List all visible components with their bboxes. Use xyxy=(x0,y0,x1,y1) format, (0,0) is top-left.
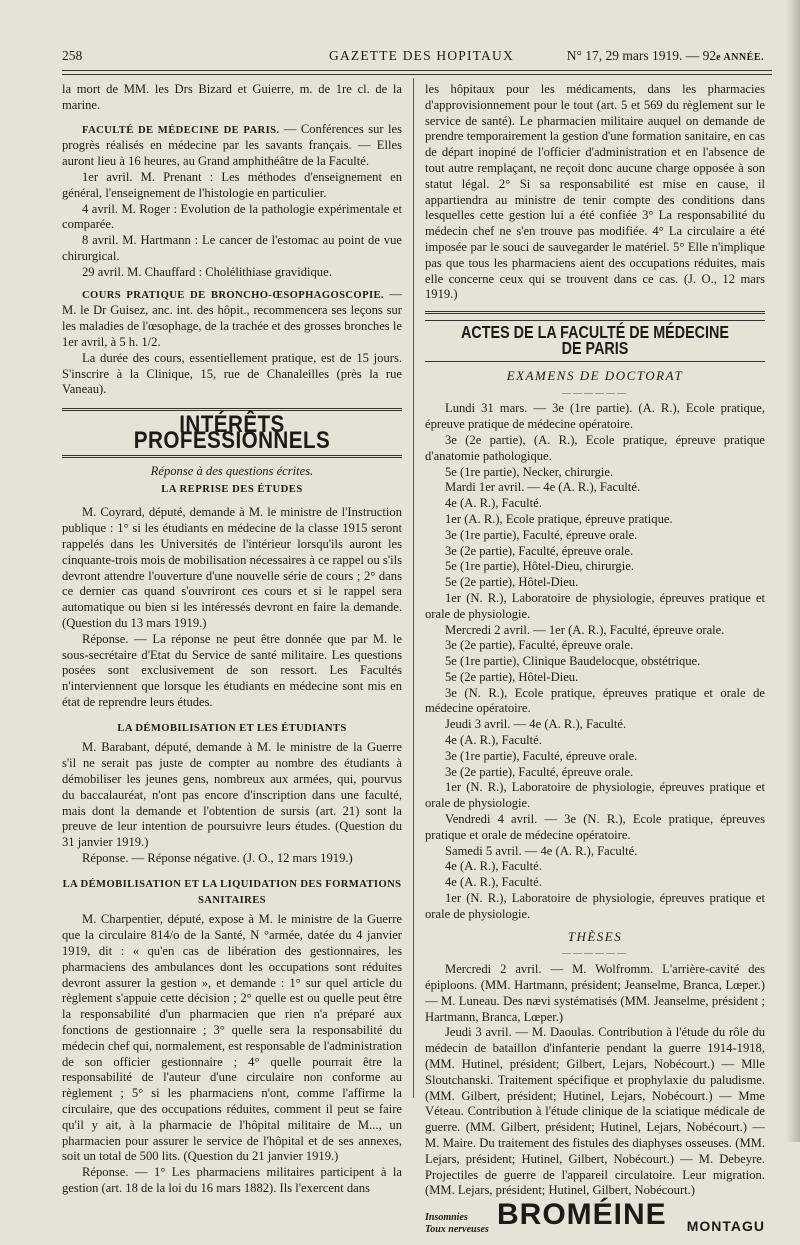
exam-entry: 1er (A. R.), Ecole pratique, épreuve pratique. xyxy=(445,511,673,526)
exam-entry: 3e (1re partie), Faculté, épreuve orale. xyxy=(445,527,638,542)
ad-indications: Insomnies Toux nerveuses xyxy=(425,1212,489,1236)
faculte-paragraph: FACULTÉ DE MÉDECINE DE PARIS. — Conférences sur les progrès réalisés en médecine par les savants français. — Elles auront lieu à 16 heures, au Grand amphithéâtre de la Faculté. xyxy=(62,121,402,169)
exam-entry: 4e (A. R.), Faculté. xyxy=(445,733,542,748)
exam-entry: 1er (N. R.), Laboratoire de physiologie, épreuves pratique et orale de physiologie. xyxy=(425,590,765,621)
ornament-rule: —————— xyxy=(562,387,628,398)
exam-entry: 3e (2e partie), (A. R.), Ecole pratique, épreuve pratique d'anatomie pathologique. xyxy=(425,432,765,463)
intro-text: la mort de MM. les Drs Bizard et Guierre, m. de 1re cl. de la marine. xyxy=(62,82,402,112)
reprise-answer: Réponse. — La réponse ne peut être donnée que par M. le sous-secrétaire d'Etat du Service de santé militaire. Les questions posées sont exclusivement de son ressort. Les Facultés n'interviennent que lorsque les étudiants en médecine sont mis en état de reprendre leurs études. xyxy=(62,631,402,709)
section-rule xyxy=(425,311,765,314)
cours-heading: COURS PRATIQUE DE BRONCHO-ŒSOPHAGOSCOPIE. xyxy=(82,289,384,301)
liquidation-heading: LA DÉMOBILISATION ET LA LIQUIDATION DES FORMATIONS SANITAIRES xyxy=(62,878,402,906)
conference-item: 29 avril. M. Chauffard : Cholélithiase gravidique. xyxy=(82,264,332,279)
header-rule-2 xyxy=(62,74,772,75)
page-number: 258 xyxy=(62,48,83,63)
exam-entry: 5e (1re partie), Hôtel-Dieu, chirurgie. xyxy=(445,559,634,574)
exam-entry: 3e (2e partie), Faculté, épreuve orale. xyxy=(445,638,634,653)
exam-list xyxy=(425,401,765,922)
liquidation-answer: Réponse. — 1° Les pharmaciens militaires participent à la gestion (art. 18 de la loi du 16 mars 1882). Ils l'exercent dans xyxy=(62,1165,402,1195)
exam-entry: 5e (2e partie), Hôtel-Dieu. xyxy=(445,669,579,684)
reprise-heading: LA REPRISE DES ÉTUDES xyxy=(161,483,303,495)
page-header xyxy=(62,48,770,68)
conference-item: 8 avril. M. Hartmann : Le cancer de l'estomac au point de vue chirurgical. xyxy=(62,233,402,263)
conference-item: 4 avril. M. Roger : Evolution de la pathologie expérimentale et comparée. xyxy=(62,201,402,232)
actes-title: ACTES DE LA FACULTÉ DE MÉDECINE DE PARIS xyxy=(461,322,729,358)
ad-maker: MONTAGU xyxy=(686,1218,765,1235)
exam-entry: Lundi 31 mars. — 3e (1re partie). (A. R.), Ecole pratique, épreuve pratique de médecine opératoire. xyxy=(425,401,765,432)
exam-entry: 1er (N. R.), Laboratoire de physiologie, épreuves pratique et orale de physiologie. xyxy=(425,891,765,921)
examens-title: EXAMENS DE DOCTORAT xyxy=(506,367,684,383)
ornament-rule: —————— xyxy=(562,948,628,959)
left-column xyxy=(62,82,402,1197)
liquidation-question: M. Charpentier, député, expose à M. le ministre de la Guerre que la circulaire 814/o de la Santé, N °armée, datée du 4 janvier 1919, dit : « qu'en cas de libération des gestionnaires, les pharmaciens des ambulances dont les occupations sont réduites devront assurer la gestion », et demande : 1° sur quel article du règlement s'appuie cette décision ; 2° quelle est ou quelle peut être la responsabilité d'un pharmacien que rien n'a préparé aux fonctions de gestionnaire ; 3° quelle sera la responsabilité du médecin chef qui, normalement, est responsable de l'administration de son officier gestionnaire ; 4° quelle pourrait être la responsabilité de l'auteur d'une circulaire non conforme au règlement ; 5° si les pharmaciens n'ont, comme l'affirme la circulaire, que des occupations réduites, comment il peut se faire qu'il y ait, à la pharmacie de l'hôpital militaire de M..., un pharmacien pour assurer le service de l'hôpital et de ses annexes, soit un total de 500 lits. (Question du 21 janvier 1919.) xyxy=(62,912,402,1164)
page-edge-shadow xyxy=(786,0,800,1142)
cours-paragraph: COURS PRATIQUE DE BRONCHO-ŒSOPHAGOSCOPIE. — M. le Dr Guisez, anc. int. des hôpit., recommencera ses leçons sur les maladies de l'œsophage, de la trachée et des grosses bronches le 1er avril, à 5 h. 1/2. xyxy=(62,286,402,349)
exam-entry: 5e (2e partie), Hôtel-Dieu. xyxy=(445,575,579,590)
section-rule xyxy=(62,455,402,458)
exam-entry: Vendredi 4 avril. — 3e (N. R.), Ecole pratique, épreuves pratique et orale de médecine opératoire. xyxy=(425,812,765,842)
demob-question: M. Barabant, député, demande à M. le ministre de la Guerre s'il ne serait pas juste de compter au nombre des étudiants à démobiliser les jeunes gens, nombreux aux armées, qui, pourvus du baccalauréat, n'ont pas encore d'inscription dans une faculté, mais dont la demande et l'obtention de sursis (art. 21) sont la preuve de leur intention de poursuivre leurs études. (Question du 31 janvier 1919.) xyxy=(62,740,402,850)
exam-entry: 4e (A. R.), Faculté. xyxy=(445,875,542,890)
cours-paragraph-2: La durée des cours, essentiellement pratique, est de 15 jours. S'inscrire à la Clinique, 15, rue de Chanaleilles (près la rue Vaneau). xyxy=(62,350,402,397)
section-rule xyxy=(425,361,765,362)
exam-entry: Mardi 1er avril. — 4e (A. R.), Faculté. xyxy=(445,480,641,495)
exam-entry: 3e (2e partie), Faculté, épreuve orale. xyxy=(445,764,634,779)
exam-entry: Samedi 5 avril. — 4e (A. R.), Faculté. xyxy=(445,843,638,858)
exam-entry: Mercredi 2 avril. — 1er (A. R.), Faculté, épreuve orale. xyxy=(445,622,725,637)
demob-answer: Réponse. — Réponse négative. (J. O., 12 mars 1919.) xyxy=(82,851,353,866)
exam-entry: 3e (N. R.), Ecole pratique, épreuves pratique et orale de médecine opératoire. xyxy=(425,685,765,716)
exam-entry: 3e (1re partie), Faculté, épreuve orale. xyxy=(445,748,638,763)
reponse-subtitle: Réponse à des questions écrites. xyxy=(150,463,314,478)
exam-entry: 4e (A. R.), Faculté. xyxy=(445,496,542,511)
exam-entry: 1er (N. R.), Laboratoire de physiologie, épreuves pratique et orale de physiologie. xyxy=(425,780,765,811)
exam-entry: 4e (A. R.), Faculté. xyxy=(445,859,542,874)
conference-item: 1er avril. M. Prenant : Les méthodes d'enseignement en général, l'enseignement de l'histologie en particulier. xyxy=(62,169,402,200)
journal-title: GAZETTE DES HOPITAUX xyxy=(329,48,514,63)
section-rule xyxy=(425,320,765,321)
faculte-heading: FACULTÉ DE MÉDECINE DE PARIS. xyxy=(82,124,280,136)
reprise-question: M. Coyrard, député, demande à M. le ministre de l'Instruction publique : 1° si les étudiants en médecine de la classe 1915 seront rappelés dans les Universités de l'intérieur lorsqu'ils auront les cinquante-trois mois de mobilisation nécessaires à ce rappel ou s'ils devront attendre l'ouverture d'une nouvelle série de cours ; 2° dans ce dernier cas quand s'ouvriront ces cours et si le rappel sera automatique ou bien si les intéressés devront en faire la demande. (Question du 13 mars 1919.) xyxy=(62,505,402,630)
demob-heading: LA DÉMOBILISATION ET LES ÉTUDIANTS xyxy=(117,722,347,734)
advertisement xyxy=(425,1198,765,1245)
answer-continuation: les hôpitaux pour les médicaments, dans les pharmacies d'approvisionnement pour le tout (art. 5 et 569 du règlement sur le service de santé). Le pharmacien militaire auquel on demande de prendre temporairement la gestion d'une formation sanitaire, en cas de départ inopiné de l'officier d'administration et en l'absence de tout autre remplaçant, ne reçoit donc aucune charge opposée à son statut légal. 2° Si sa responsabilité est mise en cause, il appartiendra au ministre de tenir compte des conditions dans lesquelles cette gestion lui a été confiée 3° La responsabilité du médecin chef ne s'en trouve pas modifiée. 4° La circulaire a été imposée par le souci de sauvegarder le matériel. 5° Elle n'implique pas que tous les pharmaciens aient des occupations réduites, mais elle concerne ceux qui se trouvent dans ce cas. (J. O., 12 mars 1919.) xyxy=(425,82,765,302)
exam-entry: Jeudi 3 avril. — 4e (A. R.), Faculté. xyxy=(445,717,627,732)
section-title: INTÉRÊTS PROFESSIONNELS xyxy=(133,411,331,454)
issue-info: N° 17, 29 mars 1919. — 92e ANNÉE. xyxy=(566,48,764,63)
theses-title: THÈSES xyxy=(567,928,623,944)
column-divider xyxy=(413,78,414,1098)
ad-brand: BROMÉINE xyxy=(497,1198,667,1232)
exam-entry: 5e (1re partie), Necker, chirurgie. xyxy=(445,464,614,479)
header-rule xyxy=(62,70,772,71)
theses-entry: Jeudi 3 avril. — M. Daoulas. Contribution à l'étude du rôle du médecin de bataillon d'infanterie pendant la guerre 1914-1918, (MM. Hutinel, président; Gilbert, Lejars, Nobécourt.) — Mlle Sloutchanski. Traitement spécifique et prophylaxie du paludisme. (MM. Gilbert, président; Hutinel, Lejars, Nobécourt.) — Mme Véteau. Contribution à l'étude clinique de la sciatique médicale de guerre. (MM. Gilbert, président; Hutinel, Lejars, Nobécourt.) — M. Maire. Du traitement des fistules des diaphyses osseuses. (MM. Lejars, président; Hutinel, Gilbert, Nobécourt.) — M. Debeyre. Projectiles de guerre de l'appareil circulatoire. Leur migration. (MM. Lejars, président; Hutinel, Gilbert, Nobécourt.) xyxy=(425,1025,765,1198)
exam-entry: 3e (2e partie), Faculté, épreuve orale. xyxy=(445,543,634,558)
right-column xyxy=(425,82,765,1245)
exam-entry: 5e (1re partie), Clinique Baudelocque, obstétrique. xyxy=(445,654,701,669)
theses-entry: Mercredi 2 avril. — M. Wolfromm. L'arrière-cavité des épiploons. (MM. Hartmann, président; Jeanselme, Branca, Lœper.) — M. Luneau. Des nævi systématisés (MM. Jeanselme, président ; Hartmann, Branca, Lœper.) xyxy=(425,962,765,1024)
